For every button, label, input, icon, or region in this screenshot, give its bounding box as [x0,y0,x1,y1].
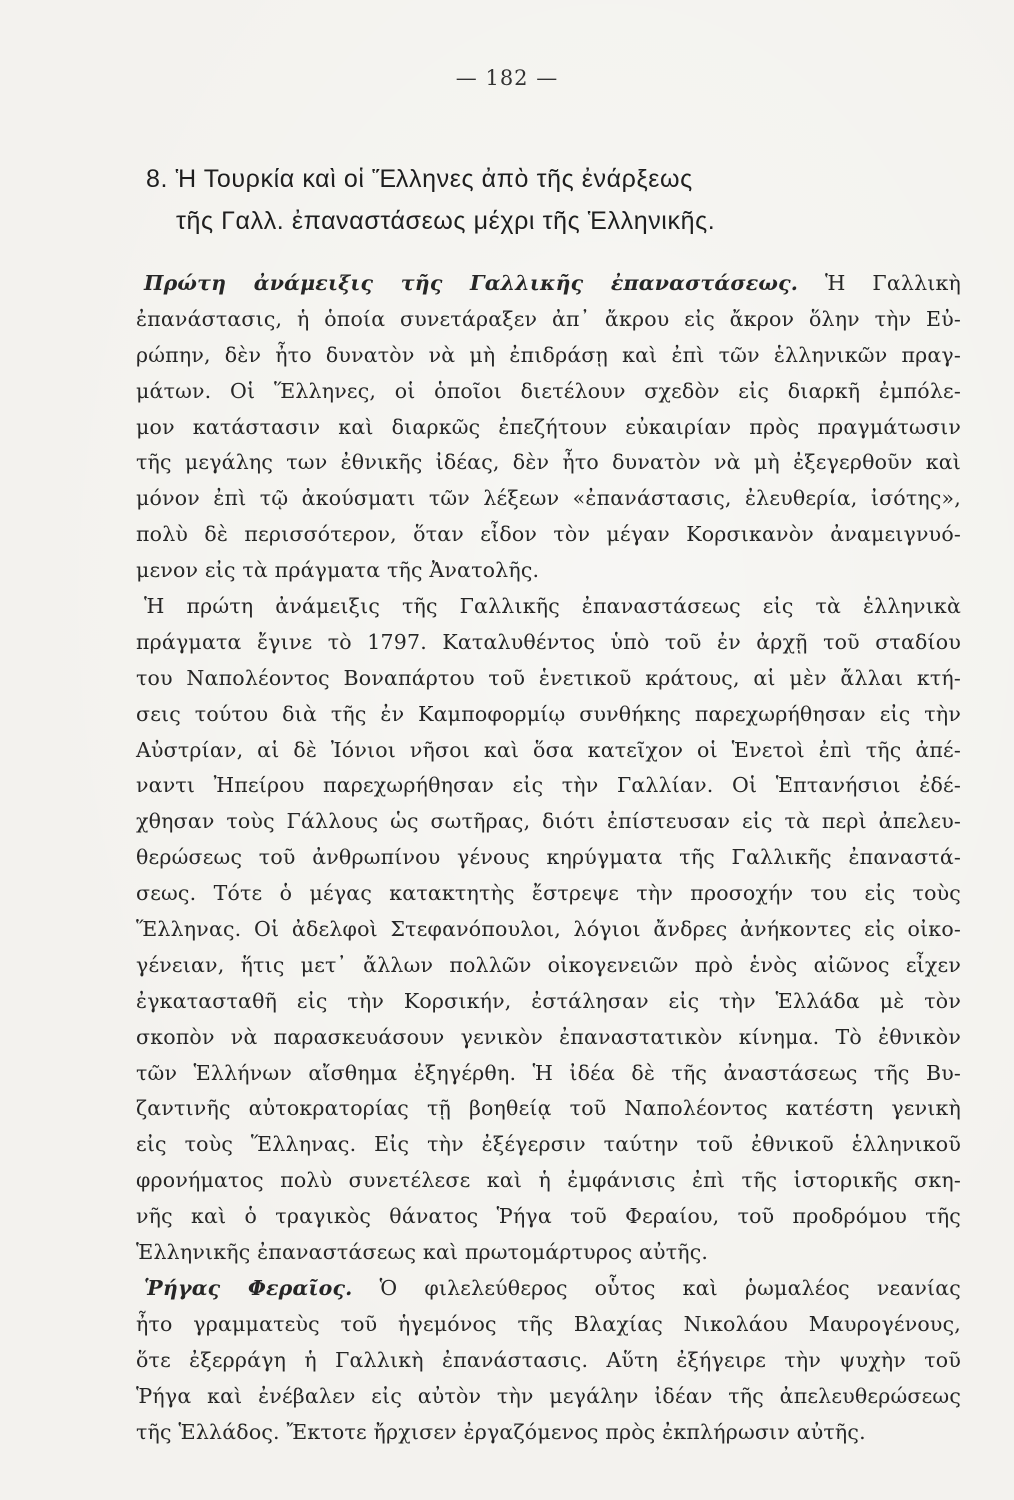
paragraph-line: τῆς Ἑλλάδος. Ἔκτοτε ἤρχισεν ἐργαζόμενος πρὸς ἐκπλήρωσιν αὐτῆς. [136,1419,866,1444]
paragraph-line: ὅτε ἐξερράγη ἡ Γαλλικὴ ἐπανάστασις. Αὕτη ἐξήγειρε τὴν ψυχὴν τοῦ [136,1347,961,1372]
paragraph-text: Ἡ Γαλλικὴ [798,271,961,295]
paragraph-line: του Ναπολέοντος Βοναπάρτου τοῦ ἑνετικοῦ κράτους, αἱ μὲν ἄλλαι κτή- [136,665,961,690]
paragraph-line: Ἑλληνικῆς ἐπαναστάσεως καὶ πρωτομάρτυρος αὐτῆς. [136,1240,709,1265]
paragraph-line: ἦτο γραμματεὺς τοῦ ἡγεμόνος τῆς Βλαχίας Νικολάου Μαυρογένους, [136,1311,961,1336]
paragraph-line: Ἕλληνας. Οἱ ἀδελφοὶ Στεφανόπουλοι, λόγιοι ἄνδρες ἀνήκοντες εἰς οἰκο- [136,917,961,942]
paragraph-text: Ὁ φιλελεύθερος οὗτος καὶ ῥωμαλέος νεανίας [352,1275,961,1300]
paragraph-line: μον κατάστασιν καὶ διαρκῶς ἐπεζήτουν εὐκαιρίαν πρὸς πραγμάτωσιν [136,414,961,439]
paragraph-line: θερώσεως τοῦ ἀνθρωπίνου γένους κηρύγματα τῆς Γαλλικῆς ἐπαναστά- [136,845,961,870]
subheading-first-involvement: Πρώτη ἀνάμειξις τῆς Γαλλικῆς ἐπαναστάσεως. [144,271,799,295]
section-heading-line-2: τῆς Γαλλ. ἐπαναστάσεως μέχρι τῆς Ἑλληνικῆς. [176,207,716,235]
paragraph-line: νῆς καὶ ὁ τραγικὸς θάνατος Ῥήγα τοῦ Φεραίου, τοῦ προδρόμου τῆς [136,1204,961,1229]
paragraph-line: ἐγκατασταθῆ εἰς τὴν Κορσικήν, ἐστάλησαν εἰς τὴν Ἑλλάδα μὲ τὸν [136,988,961,1013]
paragraph-line: ναντι Ἠπείρου παρεχωρήθησαν εἰς τὴν Γαλλίαν. Οἱ Ἑπτανήσιοι ἐδέ- [136,773,961,798]
paragraph-line: μενον εἰς τὰ πράγματα τῆς Ἀνατολῆς. [136,558,540,583]
paragraph-line: ζαντινῆς αὐτοκρατορίας τῇ βοηθείᾳ τοῦ Ναπολέοντος κατέστη γενικὴ [136,1096,961,1121]
paragraph-line: πράγματα ἔγινε τὸ 1797. Καταλυθέντος ὑπὸ τοῦ ἐν ἀρχῇ τοῦ σταδίου [136,629,961,654]
paragraph-line: γένειαν, ἥτις μετ᾽ ἄλλων πολλῶν οἰκογενειῶν πρὸ ἑνὸς αἰῶνος εἶχεν [136,952,961,977]
paragraph-line: Ῥήγα καὶ ἐνέβαλεν εἰς αὐτὸν τὴν μεγάλην ἰδέαν τῆς ἀπελευθερώσεως [136,1383,961,1408]
paragraph-line: σεις τούτου διὰ τῆς ἐν Καμποφορμίῳ συνθήκης παρεχωρήθησαν εἰς τὴν [136,701,961,726]
paragraph-line: ἐπανάστασις, ἡ ὁποία συνετάραξεν ἀπ᾽ ἄκρου εἰς ἄκρον ὅλην τὴν Εὐ- [136,306,961,331]
paragraph-line [136,266,961,302]
paragraph-line: ρώπην, δὲν ἦτο δυνατὸν νὰ μὴ ἐπιδράσῃ καὶ ἐπὶ τῶν ἑλληνικῶν πραγ- [136,342,961,367]
paragraph-line: Αὐστρίαν, αἱ δὲ Ἰόνιοι νῆσοι καὶ ὅσα κατεῖχον οἱ Ἑνετοὶ ἐπὶ τῆς ἀπέ- [136,737,961,762]
paragraph-line: σεως. Τότε ὁ μέγας κατακτητὴς ἔστρεψε τὴν προσοχήν του εἰς τοὺς [136,881,961,906]
paragraph-line: εἰς τοὺς Ἕλληνας. Εἰς τὴν ἐξέγερσιν ταύτην τοῦ ἐθνικοῦ ἑλληνικοῦ [136,1132,961,1157]
paragraph-line: Ἡ πρώτη ἀνάμειξις τῆς Γαλλικῆς ἐπαναστάσεως εἰς τὰ ἑλληνικὰ [144,594,961,619]
paragraph-line: πολὺ δὲ περισσότερον, ὅταν εἶδον τὸν μέγαν Κορσικανὸν ἀναμειγνυό- [136,522,961,547]
paragraph-line: τῶν Ἑλλήνων αἴσθημα ἐξηγέρθη. Ἡ ἰδέα δὲ τῆς ἀναστάσεως τῆς Βυ- [136,1060,961,1085]
section-heading [140,158,900,242]
paragraph-line: τῆς μεγάλης των ἐθνικῆς ἰδέας, δὲν ἦτο δυνατὸν νὰ μὴ ἐξεγερθοῦν καὶ [136,450,961,475]
body-text [136,266,961,1450]
paragraph-line: μάτων. Οἱ Ἕλληνες, οἱ ὁποῖοι διετέλουν σχεδὸν εἰς διαρκῆ ἐμπόλε- [136,378,961,403]
paragraph-line [136,1271,961,1307]
subheading-rigas-feraios: Ῥήγας Φεραῖος. [144,1275,353,1300]
paragraph-line: σκοπὸν νὰ παρασκευάσουν γενικὸν ἐπαναστατικὸν κίνημα. Τὸ ἐθνικὸν [136,1024,961,1049]
section-heading-line-1: 8. Ἡ Τουρκία καὶ οἱ Ἕλληνες ἀπὸ τῆς ἐνάρξεως [146,165,693,193]
paragraph-line: χθησαν τοὺς Γάλλους ὡς σωτῆρας, διότι ἐπίστευσαν εἰς τὰ περὶ ἀπελευ- [136,809,961,834]
page-number: — 182 — [455,66,559,90]
paragraph-line: μόνον ἐπὶ τῷ ἀκούσματι τῶν λέξεων «ἐπανάστασις, ἐλευθερία, ἰσότης», [136,486,961,511]
paragraph-line: φρονήματος πολὺ συνετέλεσε καὶ ἡ ἐμφάνισις ἐπὶ τῆς ἱστορικῆς σκη- [136,1168,961,1193]
